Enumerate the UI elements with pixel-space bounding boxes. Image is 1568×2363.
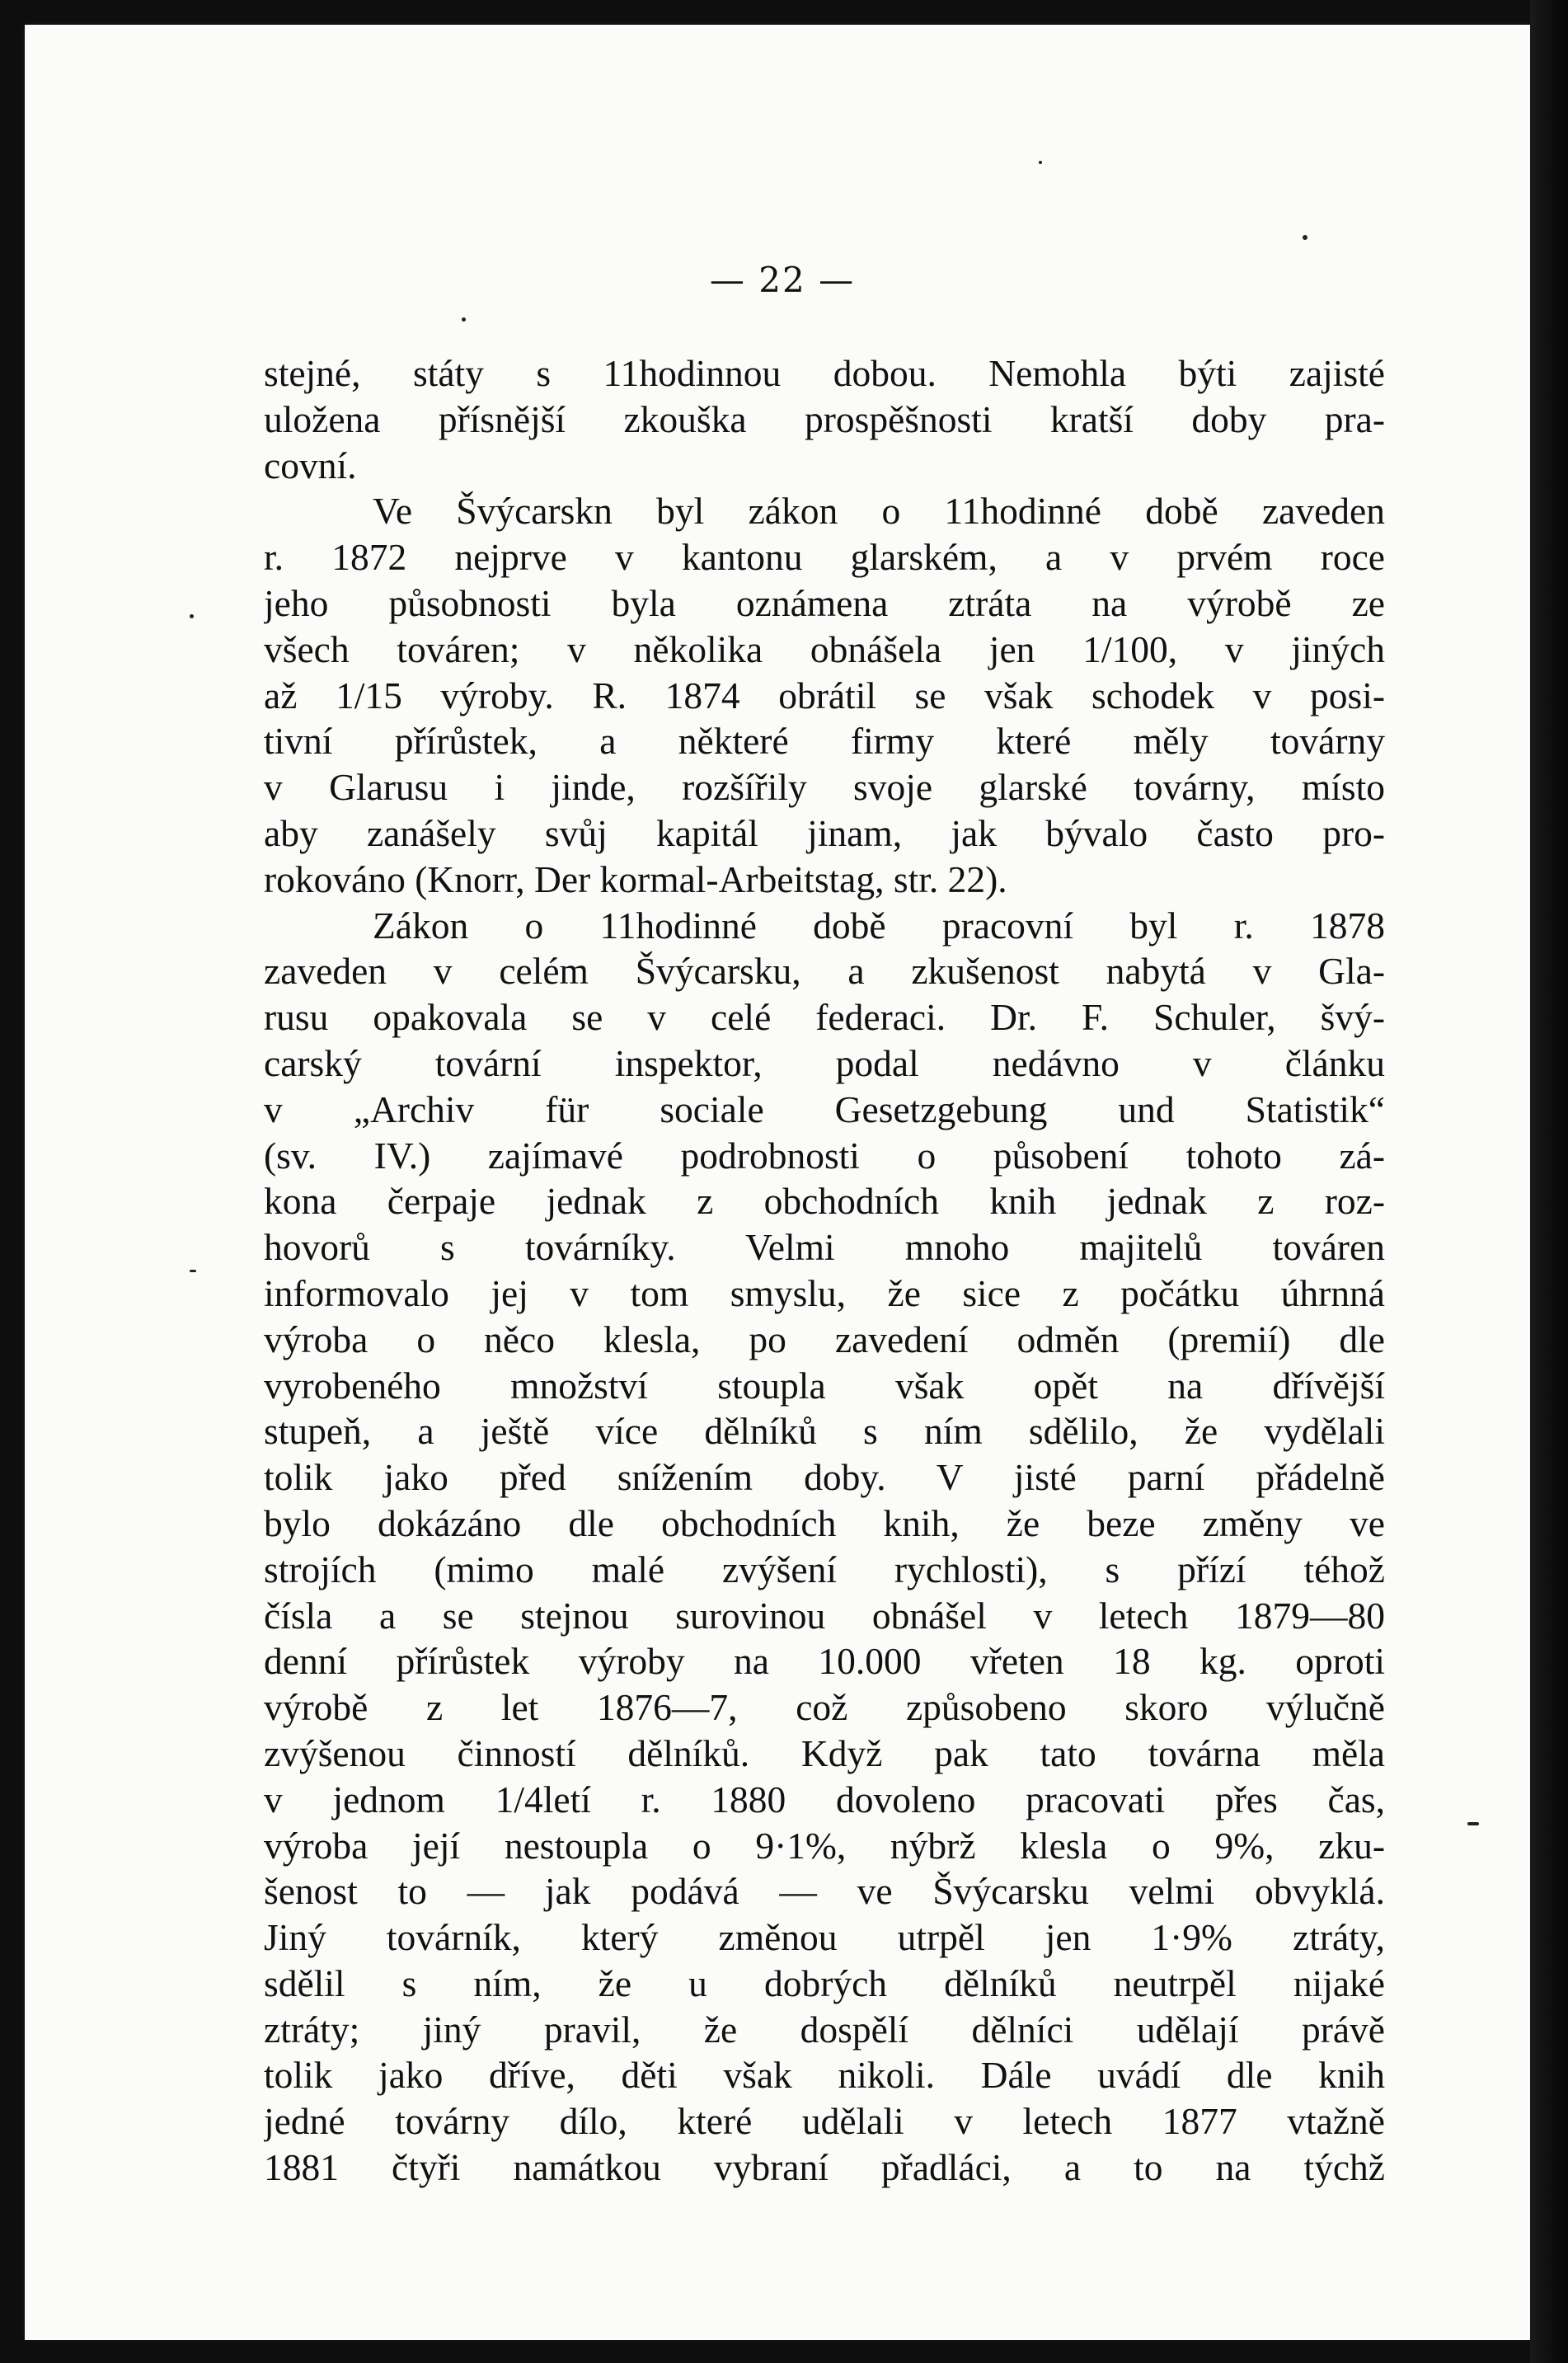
text-line: rusu opakovala se v celé federaci. Dr. F. Schuler, švý-: [264, 996, 1385, 1039]
text-line: bylo dokázáno dle obchodních knih, že beze změny ve: [264, 1501, 1385, 1544]
text-line: jeho působnosti byla oznámena ztráta na výrobě ze: [264, 581, 1385, 624]
text-line: Ve Švýcarskn byl zákon o 11hodinné době zaveden: [373, 490, 1385, 533]
text-line: denní přírůstek výroby na 10.000 vřeten 18 kg. oproti: [264, 1640, 1385, 1683]
text-line: až 1/15 výroby. R. 1874 obrátil se však schodek v posi-: [264, 674, 1385, 716]
text-line: jedné továrny dílo, které udělali v letech 1877 vtažně: [264, 2100, 1385, 2143]
text-line: tolik jako dříve, děti však nikoli. Dále uvádí dle knih: [264, 2054, 1385, 2097]
text-line: zaveden v celém Švýcarsku, a zkušenost nabytá v Gla-: [264, 950, 1385, 993]
book-page: [25, 25, 1540, 2340]
text-line: sdělil s ním, že u dobrých dělníků neutrpěl nijaké: [264, 1961, 1385, 2004]
text-line: čísla a se stejnou surovinou obnášel v letech 1879—80: [264, 1594, 1385, 1637]
scan-speck: [1039, 161, 1042, 164]
text-line: ztráty; jiný pravil, že dospělí dělníci udělají právě: [264, 2008, 1385, 2051]
text-line: stejné, státy s 11hodinnou dobou. Nemohla býti zajisté: [264, 352, 1385, 394]
text-line: výroba o něco klesla, po zavedení odměn (premií) dle: [264, 1318, 1385, 1360]
text-line: hovorů s továrníky. Velmi mnoho majitelů továren: [264, 1226, 1385, 1269]
text-line: šenost to — jak podává — ve Švýcarsku velmi obvyklá.: [264, 1870, 1385, 1913]
text-line: zvýšenou činností dělníků. Když pak tato továrna měla: [264, 1731, 1385, 1774]
text-line: stupeň, a ještě více dělníků s ním sdělilo, že vydělali: [264, 1410, 1385, 1453]
text-line: v Glarusu i jinde, rozšířily svoje glarské továrny, místo: [264, 766, 1385, 809]
text-line: v jednom 1/4letí r. 1880 dovoleno pracovati přes čas,: [264, 1778, 1385, 1820]
text-line: všech továren; v několika obnášela jen 1/100, v jiných: [264, 627, 1385, 670]
text-line: aby zanášely svůj kapitál jinam, jak bývalo často pro-: [264, 811, 1385, 854]
text-line: informovalo jej v tom smyslu, že sice z počátku úhrnná: [264, 1271, 1385, 1314]
text-line: (sv. IV.) zajímavé podrobnosti o působení tohoto zá-: [264, 1134, 1385, 1177]
text-line: r. 1872 nejprve v kantonu glarském, a v prvém roce: [264, 536, 1385, 579]
text-line: v „Archiv für sociale Gesetzgebung und Statistik“: [264, 1088, 1385, 1130]
body-text: [264, 350, 1385, 2191]
text-line: kona čerpaje jednak z obchodních knih jednak z roz-: [264, 1180, 1385, 1223]
scan-speck: [1303, 235, 1307, 240]
page-number: — 22 —: [709, 260, 856, 300]
text-line: tivní přírůstek, a některé firmy které měly továrny: [264, 720, 1385, 763]
text-line: 1881 čtyři namátkou vybraní přadláci, a to na týchž: [264, 2146, 1385, 2189]
text-line: rokováno (Knorr, Der kormal-Arbeitstag, str. 22).: [264, 857, 1007, 900]
scan-speck: [190, 614, 194, 618]
text-line: carský tovární inspektor, podal nedávno v článku: [264, 1041, 1385, 1084]
text-line: tolik jako před snížením doby. V jisté parní přádelně: [264, 1456, 1385, 1499]
text-line: strojích (mimo malé zvýšení rychlosti), s přízí téhož: [264, 1548, 1385, 1590]
text-line: výroba její nestoupla o 9·1%, nýbrž klesla o 9%, zku-: [264, 1824, 1385, 1867]
text-line: uložena přísnější zkouška prospěšnosti kratší doby pra-: [264, 397, 1385, 440]
scan-speck: [190, 1270, 196, 1272]
page-edge-shadow: [1530, 0, 1568, 2363]
text-line: Jiný továrník, který změnou utrpěl jen 1·9% ztráty,: [264, 1916, 1385, 1959]
text-line: výrobě z let 1876—7, což způsobeno skoro výlučně: [264, 1686, 1385, 1729]
text-line: Zákon o 11hodinné době pracovní byl r. 1878: [373, 904, 1385, 947]
scan-speck: [462, 317, 466, 322]
scan-speck: [1467, 1822, 1479, 1825]
text-line: vyrobeného množství stoupla však opět na dřívější: [264, 1364, 1385, 1407]
text-line: covní.: [264, 444, 357, 486]
